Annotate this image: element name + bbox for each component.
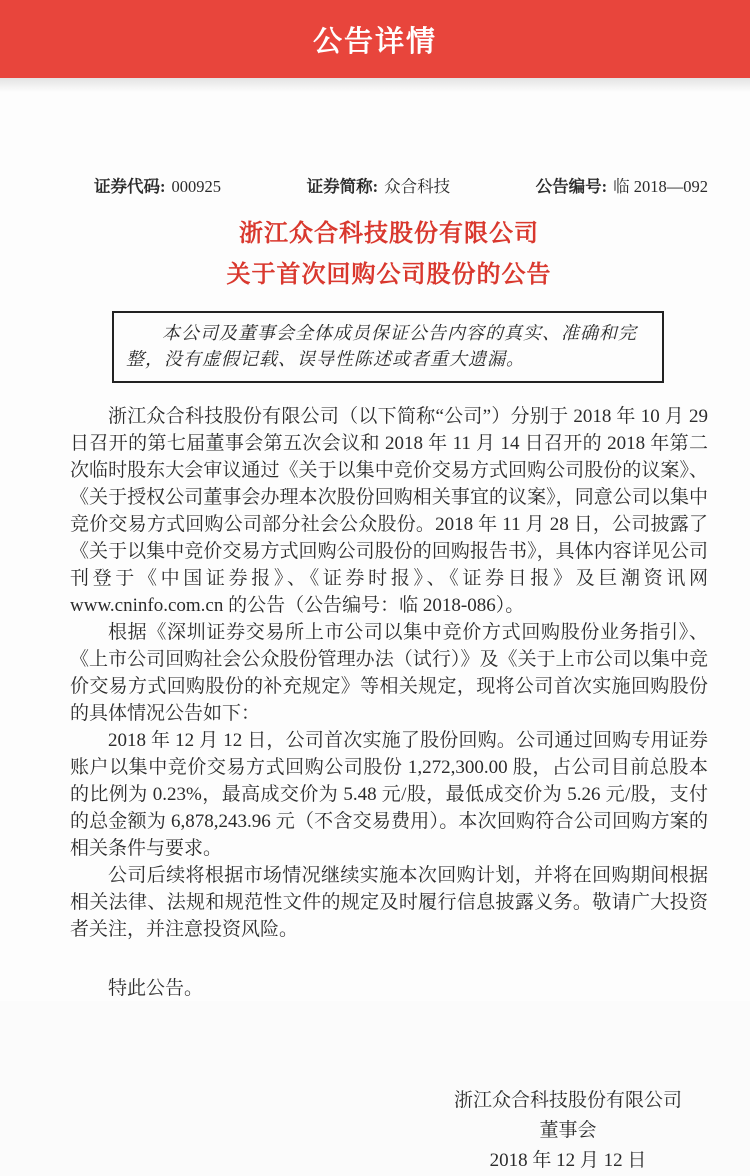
securities-meta-row: [70, 176, 708, 198]
paragraph-regulations: 根据《深圳证券交易所上市公司以集中竞价方式回购股份业务指引》、《上市公司回购社会公众股份管理办法（试行）》及《关于上市公司以集中竞价交易方式回购股份的补充规定》等相关规定，现将公司首次实施回购股份的具体情况公告如下：: [70, 622, 708, 724]
announcement-body: [70, 403, 708, 943]
header-shadow-divider: [0, 78, 750, 92]
securities-code: [94, 176, 221, 198]
paragraph-resolutions: 浙江众合科技股份有限公司（以下简称“公司”）分别于 2018 年 10 月 29 日召开的第七届董事会第五次会议和 2018 年 11 月 14 日召开的 2018 年第二次临时股东大会审议通过《关于以集中竞价交易方式回购公司股份的议案》、《关于授权公司董事会办理本次股份回购相关事宜的议案》，同意公司以集中竞价交易方式回购公司部分社会公众股份。2018 年 11 月 28 日，公司披露了《关于以集中竞价交易方式回购公司股份的回购报告书》，具体内容详见公司刊登于《中国证券报》、《证券时报》、《证券日报》及巨潮资讯网 www.cninfo.com.cn 的公告（公告编号：临 2018-086）。: [70, 406, 708, 616]
announcement-number: [536, 176, 708, 198]
disclaimer-box: [112, 311, 664, 383]
paragraph-risk-notice: 公司后续将根据市场情况继续实施本次回购计划，并将在回购期间根据相关法律、法规和规范性文件的规定及时履行信息披露义务。敬请广大投资者关注，并注意投资风险。: [70, 865, 708, 940]
securities-code-value: 000925: [171, 177, 221, 196]
signature-signer: 董事会: [539, 1120, 597, 1141]
securities-code-label: 证券代码:: [94, 177, 166, 196]
paragraph-repurchase-details: 2018 年 12 月 12 日，公司首次实施了股份回购。公司通过回购专用证券账户以集中竞价交易方式回购公司股份 1,272,300.00 股，占公司目前总股本的比例为 0.23%，最高成交价为 5.48 元/股，最低成交价为 5.26 元/股，支付的总金额为 6,878,243.96 元（不含交易费用）。本次回购符合公司回购方案的相关条件与要求。: [70, 730, 708, 859]
securities-name-value: 众合科技: [384, 177, 451, 196]
signature-date: 2018 年 12 月 12 日: [489, 1150, 647, 1171]
page-title: 公告详情: [312, 25, 437, 58]
securities-name: [307, 176, 451, 198]
announcement-document: [0, 92, 750, 1171]
app-header: [0, 0, 750, 78]
closing-statement: 特此公告。: [108, 978, 204, 999]
announcement-number-value: 临 2018—092: [613, 177, 708, 196]
securities-name-label: 证券简称:: [306, 177, 379, 196]
company-title-line: 浙江众合科技股份有限公司: [239, 221, 539, 247]
signature-company: 浙江众合科技股份有限公司: [453, 1090, 682, 1111]
signature-block: [454, 1086, 682, 1176]
announcement-title-line: 关于首次回购公司股份的公告: [226, 262, 552, 288]
disclaimer-text: 本公司及董事会全体成员保证公告内容的真实、准确和完整，没有虚假记载、误导性陈述或者重大遗漏。: [126, 323, 637, 369]
announcement-number-label: 公告编号:: [535, 177, 608, 196]
